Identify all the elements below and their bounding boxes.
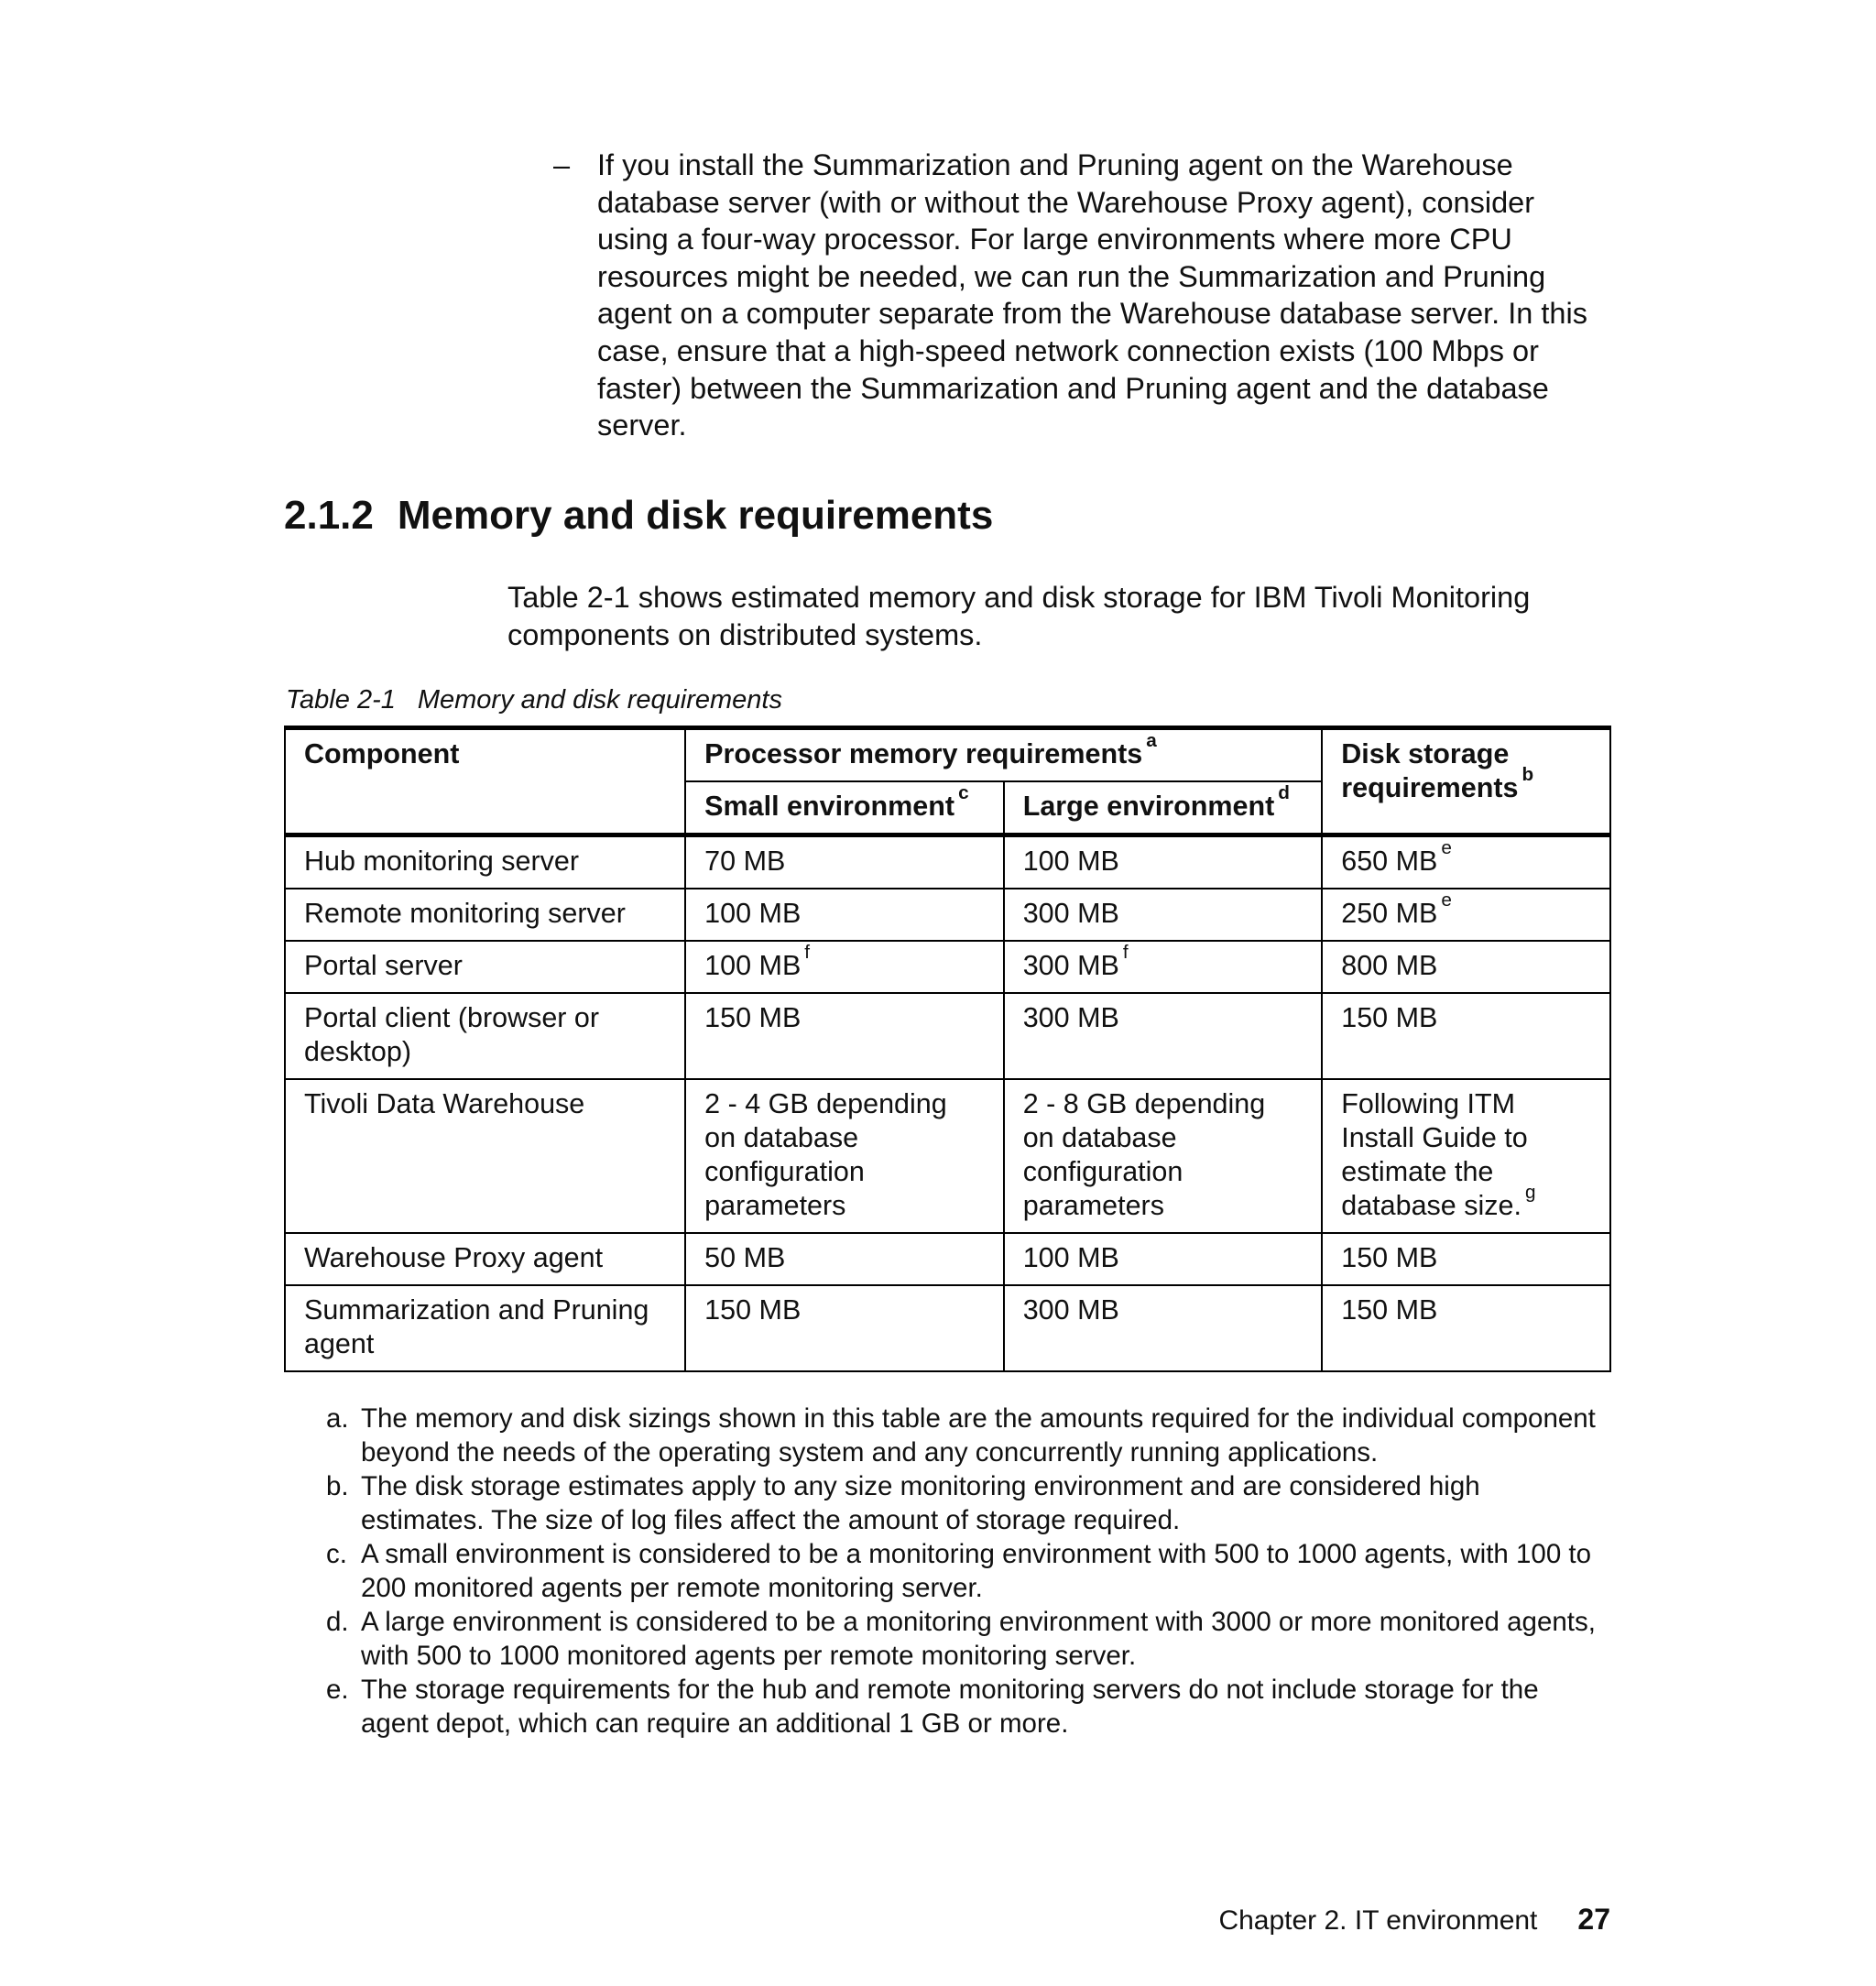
intro-paragraph: Table 2-1 shows estimated memory and disk storage for IBM Tivoli Monitoring components on distributed systems. <box>507 581 1531 651</box>
table-row <box>285 1285 1610 1371</box>
cell-disk: 800 MB <box>1322 941 1610 993</box>
footnote-ref: c <box>958 782 969 804</box>
bullet-paragraph <box>553 147 1607 444</box>
table-row <box>285 889 1610 941</box>
page-number: 27 <box>1577 1903 1610 1936</box>
footnote-ref: e <box>1441 889 1452 911</box>
footnote-ref: f <box>1122 942 1129 964</box>
cell-disk: 650 MB $^e$ <box>1322 835 1610 889</box>
cell-large: 100 MB <box>1004 835 1323 889</box>
table-row <box>285 835 1610 889</box>
requirements-table <box>284 726 1611 1372</box>
header-large-environment: Large environment $^d$ <box>1004 781 1323 835</box>
cell-large: 2 - 8 GB depending on database configuration parameters <box>1004 1079 1323 1233</box>
bullet-dash: – <box>553 148 571 181</box>
bullet-text: If you install the Summarization and Pruning agent on the Warehouse database server (with or without the Warehouse Proxy agent), consider using a four-way processor. For large environments where more CPU resources might be needed, we can run the Summarization and Pruning agent on a computer separate from the Warehouse database server. In this case, ensure that a high-speed network connection exists (100 Mbps or faster) between the Summarization and Pruning agent and the database server. <box>597 148 1587 442</box>
cell-component: Remote monitoring server <box>285 889 685 941</box>
cell-small: 100 MB <box>685 889 1004 941</box>
cell-small: 150 MB <box>685 1285 1004 1371</box>
cell-disk: 150 MB <box>1322 1285 1610 1371</box>
table-row <box>285 941 1610 993</box>
cell-component: Warehouse Proxy agent <box>285 1233 685 1285</box>
header-processor: Processor memory requirements $^a$ <box>685 728 1322 782</box>
header-component: Component <box>285 728 685 835</box>
cell-disk: 250 MB $^e$ <box>1322 889 1610 941</box>
table-row <box>285 1233 1610 1285</box>
header-disk: Disk storage requirements $^b$ <box>1322 728 1610 835</box>
cell-large: 300 MB <box>1004 993 1323 1079</box>
cell-disk: 150 MB <box>1322 993 1610 1079</box>
cell-component: Portal server <box>285 941 685 993</box>
cell-small: 2 - 4 GB depending on database configuration parameters <box>685 1079 1004 1233</box>
footnotes-list <box>326 1402 1609 1740</box>
section-title: Memory and disk requirements <box>397 493 994 538</box>
cell-small: 50 MB <box>685 1233 1004 1285</box>
footnote-item: b. The disk storage estimates apply to any size monitoring environment and are considered high estimates. The size of log files affect the amount of storage required. <box>326 1471 1480 1535</box>
footnote-ref: e <box>1441 837 1452 859</box>
cell-disk: Following ITM Install Guide to estimate the database size. $^g$ <box>1322 1079 1610 1233</box>
cell-large: 100 MB <box>1004 1233 1323 1285</box>
cell-large: 300 MB $^f$ <box>1004 941 1323 993</box>
page-footer <box>1218 1903 1610 1937</box>
cell-small: 70 MB <box>685 835 1004 889</box>
table-caption-label: Table 2-1 <box>286 685 396 715</box>
cell-component: Tivoli Data Warehouse <box>285 1079 685 1233</box>
footnote-item: a. The memory and disk sizings shown in this table are the amounts required for the individual component beyond the needs of the operating system and any concurrently running applications. <box>326 1403 1596 1468</box>
footnote-ref: d <box>1278 782 1290 804</box>
header-small-environment: Small environment $^c$ <box>685 781 1004 835</box>
footnote-ref: f <box>804 942 811 964</box>
footnote-ref: a <box>1146 730 1157 752</box>
table-row <box>285 1079 1610 1233</box>
section-heading <box>284 493 993 539</box>
cell-small: 100 MB $^f$ <box>685 941 1004 993</box>
footnote-ref: g <box>1524 1182 1536 1204</box>
cell-component: Hub monitoring server <box>285 835 685 889</box>
table-row <box>285 993 1610 1079</box>
cell-component: Portal client (browser or desktop) <box>285 993 685 1079</box>
footnote-item: d. A large environment is considered to be a monitoring environment with 3000 or more monitored agents, with 500 to 1000 monitored agents per remote monitoring server. <box>326 1607 1596 1671</box>
table-caption <box>286 685 782 715</box>
table-caption-title: Memory and disk requirements <box>417 685 782 715</box>
cell-component: Summarization and Pruning agent <box>285 1285 685 1371</box>
section-number: 2.1.2 <box>284 493 374 538</box>
footnote-ref: b <box>1522 764 1534 786</box>
footer-chapter: Chapter 2. IT environment <box>1218 1905 1538 1936</box>
cell-large: 300 MB <box>1004 1285 1323 1371</box>
footnote-item: c. A small environment is considered to be a monitoring environment with 500 to 1000 agents, with 100 to 200 monitored agents per remote monitoring server. <box>326 1539 1592 1603</box>
cell-disk: 150 MB <box>1322 1233 1610 1285</box>
cell-small: 150 MB <box>685 993 1004 1079</box>
cell-large: 300 MB <box>1004 889 1323 941</box>
footnote-item: e. The storage requirements for the hub and remote monitoring servers do not include storage for the agent depot, which can require an additional 1 GB or more. <box>326 1675 1539 1739</box>
